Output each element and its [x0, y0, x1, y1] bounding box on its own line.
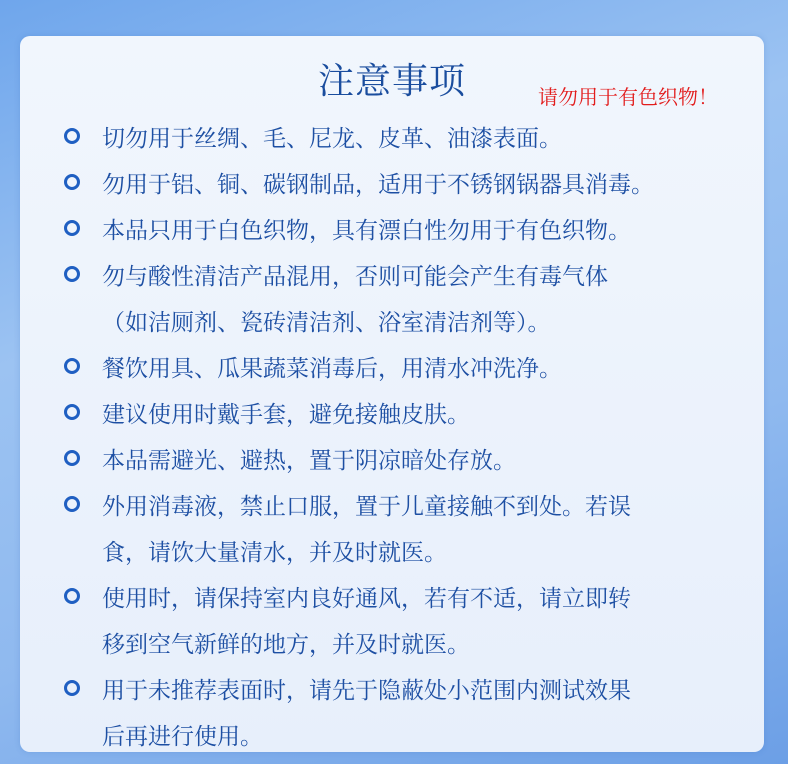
- item-text: 建议使用时戴手套，避免接触皮肤。: [102, 402, 470, 428]
- item-text-continued: 移到空气新鲜的地方，并及时就医。: [102, 632, 470, 658]
- item-text: 餐饮用具、瓜果蔬菜消毒后，用清水冲洗净。: [102, 356, 562, 382]
- item-text: 本品需避光、避热，置于阴凉暗处存放。: [102, 448, 516, 474]
- notice-panel: [20, 36, 764, 752]
- item-text: 使用时，请保持室内良好通风，若有不适，请立即转: [102, 586, 631, 612]
- list-item: [58, 346, 738, 392]
- page-title: 注意事项: [317, 61, 466, 102]
- circle-bullet-icon: [64, 220, 80, 236]
- list-item: [58, 208, 738, 254]
- list-item: [58, 162, 738, 208]
- item-text: 切勿用于丝绸、毛、尼龙、皮革、油漆表面。: [102, 126, 562, 152]
- item-text-continued: 食，请饮大量清水，并及时就医。: [102, 540, 447, 566]
- circle-bullet-icon: [64, 358, 80, 374]
- list-item: [58, 484, 738, 576]
- item-text-continued: （如洁厕剂、瓷砖清洁剂、浴室清洁剂等）。: [102, 310, 551, 336]
- circle-bullet-icon: [64, 588, 80, 604]
- circle-bullet-icon: [64, 404, 80, 420]
- item-text: 用于未推荐表面时，请先于隐蔽处小范围内测试效果: [102, 678, 631, 704]
- list-item: [58, 438, 738, 484]
- list-item: [58, 116, 738, 162]
- circle-bullet-icon: [64, 174, 80, 190]
- list-item: [58, 392, 738, 438]
- item-text: 勿与酸性清洁产品混用，否则可能会产生有毒气体: [102, 264, 608, 290]
- warning-note: 请勿用于有色织物！: [538, 85, 718, 109]
- item-text: 本品只用于白色织物，具有漂白性勿用于有色织物。: [102, 218, 631, 244]
- list-item: [58, 254, 738, 346]
- circle-bullet-icon: [64, 266, 80, 282]
- list-item: [58, 668, 738, 760]
- circle-bullet-icon: [64, 450, 80, 466]
- circle-bullet-icon: [64, 128, 80, 144]
- circle-bullet-icon: [64, 680, 80, 696]
- item-text: 勿用于铝、铜、碳钢制品，适用于不锈钢锅器具消毒。: [102, 172, 654, 198]
- precautions-list: [58, 116, 738, 760]
- list-item: [58, 576, 738, 668]
- item-text: 外用消毒液，禁止口服，置于儿童接触不到处。若误: [102, 494, 631, 520]
- item-text-continued: 后再进行使用。: [102, 724, 263, 750]
- circle-bullet-icon: [64, 496, 80, 512]
